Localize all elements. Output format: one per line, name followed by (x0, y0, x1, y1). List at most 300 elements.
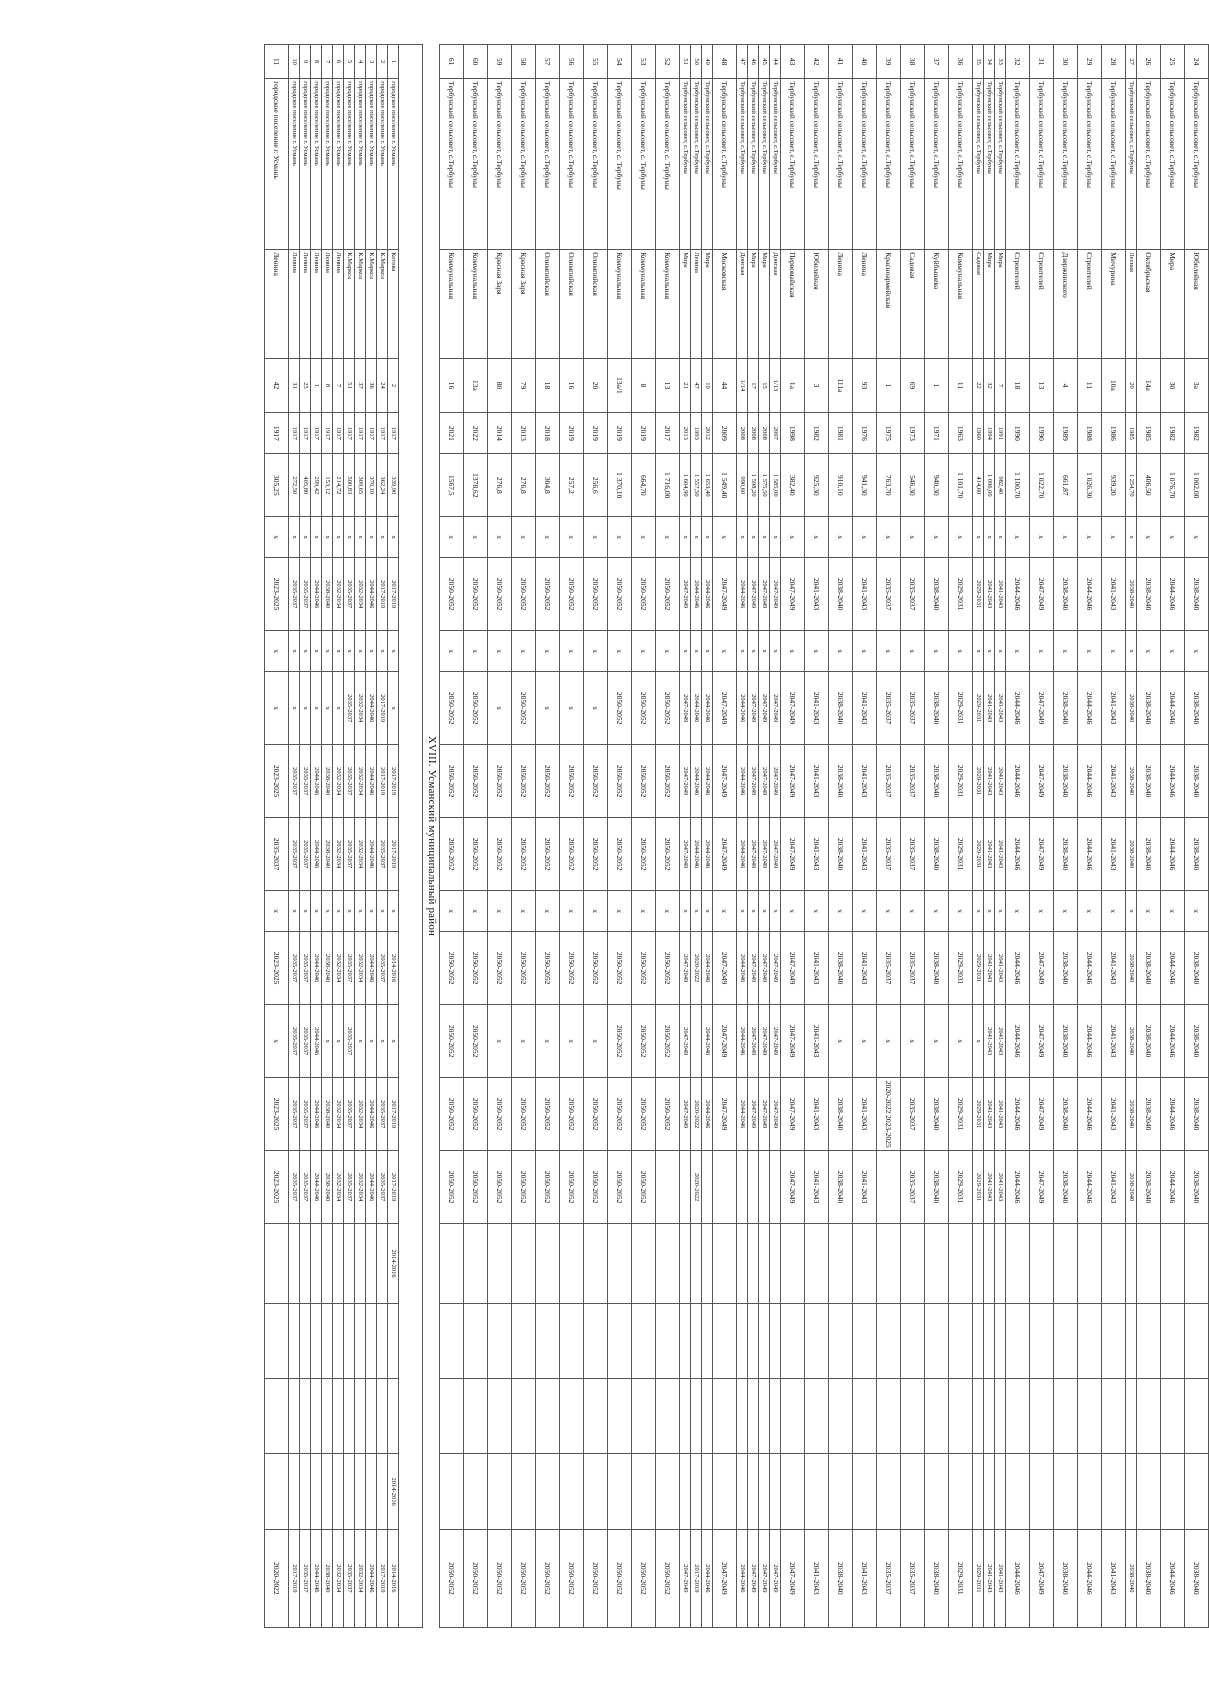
cell-c13 (656, 1303, 680, 1378)
cell-house: 37 (355, 358, 366, 413)
cell-c7: x (1126, 891, 1137, 932)
cell-c15 (759, 1454, 770, 1529)
cell-c11: 2050-2052 (512, 1151, 536, 1224)
cell-c15 (536, 1454, 560, 1529)
cell-c2: 2041-2043 (853, 558, 877, 631)
cell-c15 (973, 1454, 984, 1529)
cell-house: 1а (781, 358, 805, 413)
cell-area: 276,8 (512, 454, 536, 517)
cell-c1: x (464, 517, 488, 558)
cell-c2: 2038-2040 (322, 558, 333, 631)
cell-c8: 2041-2043 (984, 932, 995, 1005)
cell-house: 24 (377, 358, 388, 413)
cell-c2: 2041-2043 (1102, 558, 1126, 631)
cell-area: 1378,62 (464, 454, 488, 517)
cell-c14 (1185, 1379, 1209, 1454)
cell-c10: 2044-2046 (737, 1078, 748, 1151)
cell-c5: 2050-2052 (440, 745, 464, 818)
cell-c2: 2047-2049 (713, 558, 737, 631)
cell-area: 1 604,90 (680, 454, 691, 517)
cell-year: 1991 (995, 413, 1006, 454)
cell-year: 2009 (713, 413, 737, 454)
cell-c3: x (1126, 631, 1137, 672)
cell-c7: x (300, 891, 311, 932)
cell-c11: 2023-2025 (265, 1151, 289, 1224)
cell-addr: Тербунский сельсовет, с.Тербуны (829, 79, 853, 250)
cell-house: 17 (748, 358, 759, 413)
cell-house: 13а/1 (608, 358, 632, 413)
cell-c5: 2038-2040 (1126, 745, 1137, 818)
cell-c9: 2038-2040 (1126, 1005, 1137, 1078)
cell-house: 36 (366, 358, 377, 413)
cell-c14 (1126, 1379, 1137, 1454)
cell-c4: 2038-2040 (829, 672, 853, 745)
cell-c2: 2047-2049 (1030, 558, 1054, 631)
cell-c1: x (377, 517, 388, 558)
cell-c10: 2047-2049 (748, 1078, 759, 1151)
cell-c12 (366, 1224, 377, 1304)
cell-house: 44 (713, 358, 737, 413)
cell-addr: Тербунский сельсовет, с.Тербуны (680, 79, 691, 250)
cell-c14 (770, 1379, 781, 1454)
cell-c8: 2035-2037 (344, 932, 355, 1005)
table-row (464, 45, 488, 1628)
cell-c1: x (608, 517, 632, 558)
cell-c3: x (748, 631, 759, 672)
cell-year: 2019 (632, 413, 656, 454)
cell-c14 (1030, 1379, 1054, 1454)
cell-c7: x (702, 891, 713, 932)
table-body-terbuny (440, 45, 1209, 1628)
table-row (901, 45, 925, 1628)
cell-addr: Тербунский сельсовет, с.Тербуны (713, 79, 737, 250)
cell-street: Коммунальная (632, 250, 656, 358)
cell-c3: x (1102, 631, 1126, 672)
cell-c7: x (632, 891, 656, 932)
cell-n: 41 (829, 45, 853, 79)
cell-c11: 2038-2040 (1054, 1151, 1078, 1224)
cell-c13 (536, 1303, 560, 1378)
table-row (702, 45, 713, 1628)
cell-addr: Тербунский сельсовет, с.Тербуны (995, 79, 1006, 250)
cell-c2: 2050-2052 (560, 558, 584, 631)
repair-schedule-table (264, 44, 1209, 1628)
cell-c10: 2035-2037 (344, 1078, 355, 1151)
cell-c7: x (781, 891, 805, 932)
cell-c1: x (829, 517, 853, 558)
table-row (1126, 45, 1137, 1628)
cell-c10: 2047-2049 (770, 1078, 781, 1151)
cell-addr: городское поселение г. Усмань (265, 79, 289, 250)
cell-house: 47 (691, 358, 702, 413)
cell-area: 272,50 (289, 454, 300, 517)
cell-c4: 2041-2043 (995, 672, 1006, 745)
cell-n: 43 (781, 45, 805, 79)
cell-c10: 2035-2037 (377, 1078, 388, 1151)
cell-c9: x (377, 1005, 388, 1078)
cell-c3: x (1185, 631, 1209, 672)
cell-c1: x (877, 517, 901, 558)
table-row (1161, 45, 1185, 1628)
cell-street: Красная Заря (488, 250, 512, 358)
cell-c2: 2032-2034 (355, 558, 366, 631)
cell-c8: 2044-2046 (1006, 932, 1030, 1005)
cell-c7: x (925, 891, 949, 932)
cell-c16: 2038-2040 (925, 1529, 949, 1627)
cell-c15 (737, 1454, 748, 1529)
table-row (1102, 45, 1126, 1628)
table-body-usman (265, 45, 399, 1628)
cell-c15 (1126, 1454, 1137, 1529)
cell-c5: 2050-2052 (584, 745, 608, 818)
cell-year: 1990 (1030, 413, 1054, 454)
cell-c16: 2050-2052 (560, 1529, 584, 1627)
cell-addr: Тербунский сельсовет, с.Тербуны (748, 79, 759, 250)
cell-c11: 2050-2052 (464, 1151, 488, 1224)
cell-c5: 2038-2040 (1137, 745, 1161, 818)
cell-year: 1917 (333, 413, 344, 454)
cell-c16: 2044-2046 (737, 1529, 748, 1627)
cell-n: 29 (1078, 45, 1102, 79)
cell-house: 18 (1006, 358, 1030, 413)
cell-year: 2013 (680, 413, 691, 454)
cell-c1: x (388, 517, 399, 558)
cell-c3: x (770, 631, 781, 672)
cell-c16: 2035-2037 (901, 1529, 925, 1627)
cell-c7: x (853, 891, 877, 932)
cell-c11 (748, 1151, 759, 1224)
table-row (608, 45, 632, 1628)
cell-c1: x (1161, 517, 1185, 558)
cell-c16: 2047-2049 (748, 1529, 759, 1627)
cell-c7: x (584, 891, 608, 932)
cell-c9: 2044-2046 (1078, 1005, 1102, 1078)
cell-year: 1985 (1137, 413, 1161, 454)
cell-c11: 2050-2052 (536, 1151, 560, 1224)
cell-year: 1963 (949, 413, 973, 454)
cell-c12 (632, 1224, 656, 1304)
cell-c6: 2035-2037 (300, 818, 311, 891)
cell-c7: x (877, 891, 901, 932)
cell-area: 925,30 (805, 454, 829, 517)
cell-addr: городское поселение г. Усмань (333, 79, 344, 250)
cell-c8: 2050-2052 (656, 932, 680, 1005)
cell-c14 (1078, 1379, 1102, 1454)
cell-c5: 2029-2031 (949, 745, 973, 818)
cell-c2: 2038-2040 (1137, 558, 1161, 631)
table-row (333, 45, 344, 1628)
cell-year: 1982 (1161, 413, 1185, 454)
cell-c14 (853, 1379, 877, 1454)
cell-c11: 2035-2037 (300, 1151, 311, 1224)
cell-c3: x (713, 631, 737, 672)
cell-c2: 2035-2037 (877, 558, 901, 631)
cell-c15 (680, 1454, 691, 1529)
cell-year: 1994 (984, 413, 995, 454)
cell-c10: 2050-2052 (560, 1078, 584, 1151)
cell-c15 (1054, 1454, 1078, 1529)
cell-c4: 2047-2049 (748, 672, 759, 745)
cell-c8: 2050-2052 (584, 932, 608, 1005)
cell-c13 (1078, 1303, 1102, 1378)
cell-street: Юбилейная (805, 250, 829, 358)
cell-c15 (877, 1454, 901, 1529)
cell-c11: 2044-2046 (311, 1151, 322, 1224)
cell-c12 (333, 1224, 344, 1304)
cell-street: Строителей (1030, 250, 1054, 358)
cell-c6: 2044-2046 (311, 818, 322, 891)
cell-c13 (322, 1303, 333, 1378)
cell-c7: x (488, 891, 512, 932)
cell-c1: x (925, 517, 949, 558)
cell-house: 80 (488, 358, 512, 413)
cell-area: 763,70 (877, 454, 901, 517)
cell-year: 1917 (366, 413, 377, 454)
cell-c3: x (1054, 631, 1078, 672)
cell-c8: 2023-2025 (265, 932, 289, 1005)
cell-c3: x (680, 631, 691, 672)
cell-c3: x (984, 631, 995, 672)
cell-c14 (984, 1379, 995, 1454)
table-row (925, 45, 949, 1628)
cell-c12 (781, 1224, 805, 1304)
cell-c11 (713, 1151, 737, 1224)
cell-c5: 2023-2025 (265, 745, 289, 818)
cell-c2: 2044-2046 (691, 558, 702, 631)
cell-addr: Тербунский сельсовет, с. Тербуны (632, 79, 656, 250)
cell-c11: 2044-2046 (366, 1151, 377, 1224)
cell-area: 1 653,40 (702, 454, 713, 517)
cell-c2: 2035-2037 (901, 558, 925, 631)
cell-c11: 2032-2034 (355, 1151, 366, 1224)
cell-house: 30 (1161, 358, 1185, 413)
cell-addr: Тербунский сельсовет, с.Тербуны (1102, 79, 1126, 250)
cell-c2: 2032-2034 (333, 558, 344, 631)
cell-c6: 2044-2046 (691, 818, 702, 891)
cell-year: 1981 (829, 413, 853, 454)
cell-street: Коммунальная (949, 250, 973, 358)
cell-c4: x (584, 672, 608, 745)
cell-c4: 2044-2046 (702, 672, 713, 745)
cell-c10: 2047-2049 (680, 1078, 691, 1151)
cell-c14 (289, 1379, 300, 1454)
cell-c11: 2035-2037 (901, 1151, 925, 1224)
cell-c15 (488, 1454, 512, 1529)
cell-c10: 2032-2034 (333, 1078, 344, 1151)
cell-c4: 2029-2031 (973, 672, 984, 745)
cell-c1: x (748, 517, 759, 558)
cell-street: Строителей (1078, 250, 1102, 358)
cell-addr: Тербунский сельсовет, с.Тербуны (737, 79, 748, 250)
cell-house: 1/14 (737, 358, 748, 413)
cell-c13 (608, 1303, 632, 1378)
cell-c13 (702, 1303, 713, 1378)
cell-n: 44 (770, 45, 781, 79)
cell-year: 1998 (781, 413, 805, 454)
cell-c12 (1030, 1224, 1054, 1304)
cell-street: Олимпийская (536, 250, 560, 358)
cell-c5: 2050-2052 (464, 745, 488, 818)
cell-c4: 2035-2037 (877, 672, 901, 745)
cell-n: 59 (488, 45, 512, 79)
cell-c9: x (322, 1005, 333, 1078)
cell-n: 50 (691, 45, 702, 79)
cell-c12 (1161, 1224, 1185, 1304)
cell-c7: x (713, 891, 737, 932)
cell-street: Садовая (901, 250, 925, 358)
cell-c16: 2041-2043 (805, 1529, 829, 1627)
cell-street: Ленина (853, 250, 877, 358)
cell-n: 5 (344, 45, 355, 79)
cell-c14 (265, 1379, 289, 1454)
cell-n: 46 (748, 45, 759, 79)
cell-c10: 2035-2037 (289, 1078, 300, 1151)
cell-c1: x (1126, 517, 1137, 558)
cell-c15 (311, 1454, 322, 1529)
cell-street: Коммунальная (656, 250, 680, 358)
cell-area: 305,25 (265, 454, 289, 517)
cell-n: 39 (877, 45, 901, 79)
cell-c1: x (1030, 517, 1054, 558)
cell-c2: 2047-2049 (680, 558, 691, 631)
cell-c9: x (265, 1005, 289, 1078)
cell-c8: 2044-2046 (737, 932, 748, 1005)
cell-addr: городское поселение г. Усмань (300, 79, 311, 250)
section-title: XVIII. Усманский муниципальный район (423, 45, 440, 1628)
cell-c7: x (311, 891, 322, 932)
cell-addr: Тербунский сельсовет, с.Тербуны (925, 79, 949, 250)
cell-c9: 2035-2037 (289, 1005, 300, 1078)
cell-c11 (759, 1151, 770, 1224)
cell-year: 1917 (388, 413, 399, 454)
cell-c8: 2050-2052 (536, 932, 560, 1005)
cell-c11 (680, 1151, 691, 1224)
cell-c13 (366, 1303, 377, 1378)
cell-c8: 2038-2040 (1185, 932, 1209, 1005)
cell-c14 (713, 1379, 737, 1454)
cell-c3: x (901, 631, 925, 672)
cell-area: 990,60 (737, 454, 748, 517)
cell-c7: x (322, 891, 333, 932)
cell-addr: Тербунский сельсовет, с.Тербуны (560, 79, 584, 250)
cell-c8: 2044-2046 (311, 932, 322, 1005)
cell-area: 1 022,70 (1030, 454, 1054, 517)
cell-c9: x (560, 1005, 584, 1078)
cell-c11: 2044-2046 (1078, 1151, 1102, 1224)
table-row (632, 45, 656, 1628)
cell-addr: Тербунский сельсовет, с.Тербуны (512, 79, 536, 250)
cell-c8: 2038-2040 (1054, 932, 1078, 1005)
cell-n: 38 (901, 45, 925, 79)
table-row (748, 45, 759, 1628)
cell-area: 500,83 (344, 454, 355, 517)
cell-street: Мира (748, 250, 759, 358)
cell-c10: 2032-2034 (355, 1078, 366, 1151)
cell-c5: 2047-2049 (1030, 745, 1054, 818)
cell-year: 1917 (322, 413, 333, 454)
cell-c1: x (488, 517, 512, 558)
cell-area: 153,12 (322, 454, 333, 517)
cell-c3: x (560, 631, 584, 672)
cell-c8: 2044-2046 (1078, 932, 1102, 1005)
cell-c14 (737, 1379, 748, 1454)
cell-c7: x (464, 891, 488, 932)
cell-n: 56 (560, 45, 584, 79)
cell-c13 (1126, 1303, 1137, 1378)
cell-c2: 2050-2052 (512, 558, 536, 631)
cell-c9: x (973, 1005, 984, 1078)
cell-n: 60 (464, 45, 488, 79)
cell-c15: 2014-2016 (388, 1454, 399, 1529)
cell-c7: x (1137, 891, 1161, 932)
cell-c2: 2038-2040 (925, 558, 949, 631)
cell-c3: x (973, 631, 984, 672)
table-row (973, 45, 984, 1628)
cell-c4: 2044-2046 (1078, 672, 1102, 745)
cell-c14 (949, 1379, 973, 1454)
cell-c1: x (702, 517, 713, 558)
cell-c15 (366, 1454, 377, 1529)
table-row (377, 45, 388, 1628)
cell-c6: 2044-2046 (1078, 818, 1102, 891)
cell-c12 (853, 1224, 877, 1304)
cell-c16: 2038-2040 (322, 1529, 333, 1627)
cell-c4: x (536, 672, 560, 745)
cell-year: 1982 (805, 413, 829, 454)
cell-area: 546,30 (901, 454, 925, 517)
cell-year: 2008 (737, 413, 748, 454)
cell-c9: x (488, 1005, 512, 1078)
cell-c12 (713, 1224, 737, 1304)
cell-c9: 2047-2049 (680, 1005, 691, 1078)
cell-c10: 2029-2031 (973, 1078, 984, 1151)
cell-n: 49 (702, 45, 713, 79)
cell-c10: 2047-2049 (713, 1078, 737, 1151)
cell-c4: 2050-2052 (656, 672, 680, 745)
cell-c3: x (829, 631, 853, 672)
cell-c11: 2038-2040 (829, 1151, 853, 1224)
cell-c16: 2050-2052 (464, 1529, 488, 1627)
cell-c2: 2029-2031 (973, 558, 984, 631)
cell-c10: 2041-2043 (1102, 1078, 1126, 1151)
cell-c13 (1054, 1303, 1078, 1378)
cell-c3: x (377, 631, 388, 672)
cell-c16: 2038-2040 (829, 1529, 853, 1627)
cell-c7: x (949, 891, 973, 932)
cell-c8: 2029-2031 (973, 932, 984, 1005)
cell-c15 (781, 1454, 805, 1529)
cell-street: К.Маркса (366, 250, 377, 358)
cell-c2: 2035-2037 (344, 558, 355, 631)
cell-c10: 2047-2049 (1030, 1078, 1054, 1151)
cell-c8: 2047-2049 (748, 932, 759, 1005)
cell-year: 1975 (877, 413, 901, 454)
cell-c15 (440, 1454, 464, 1529)
cell-c4: 2035-2037 (344, 672, 355, 745)
cell-year: 1973 (901, 413, 925, 454)
cell-c12 (608, 1224, 632, 1304)
table-row (488, 45, 512, 1628)
cell-street: Ленина (311, 250, 322, 358)
cell-c15 (632, 1454, 656, 1529)
cell-c1: x (805, 517, 829, 558)
cell-c8: 2047-2049 (781, 932, 805, 1005)
cell-c7: x (656, 891, 680, 932)
cell-c16: 2044-2046 (311, 1529, 322, 1627)
cell-house: 4 (1054, 358, 1078, 413)
table-row (355, 45, 366, 1628)
cell-c14 (512, 1379, 536, 1454)
